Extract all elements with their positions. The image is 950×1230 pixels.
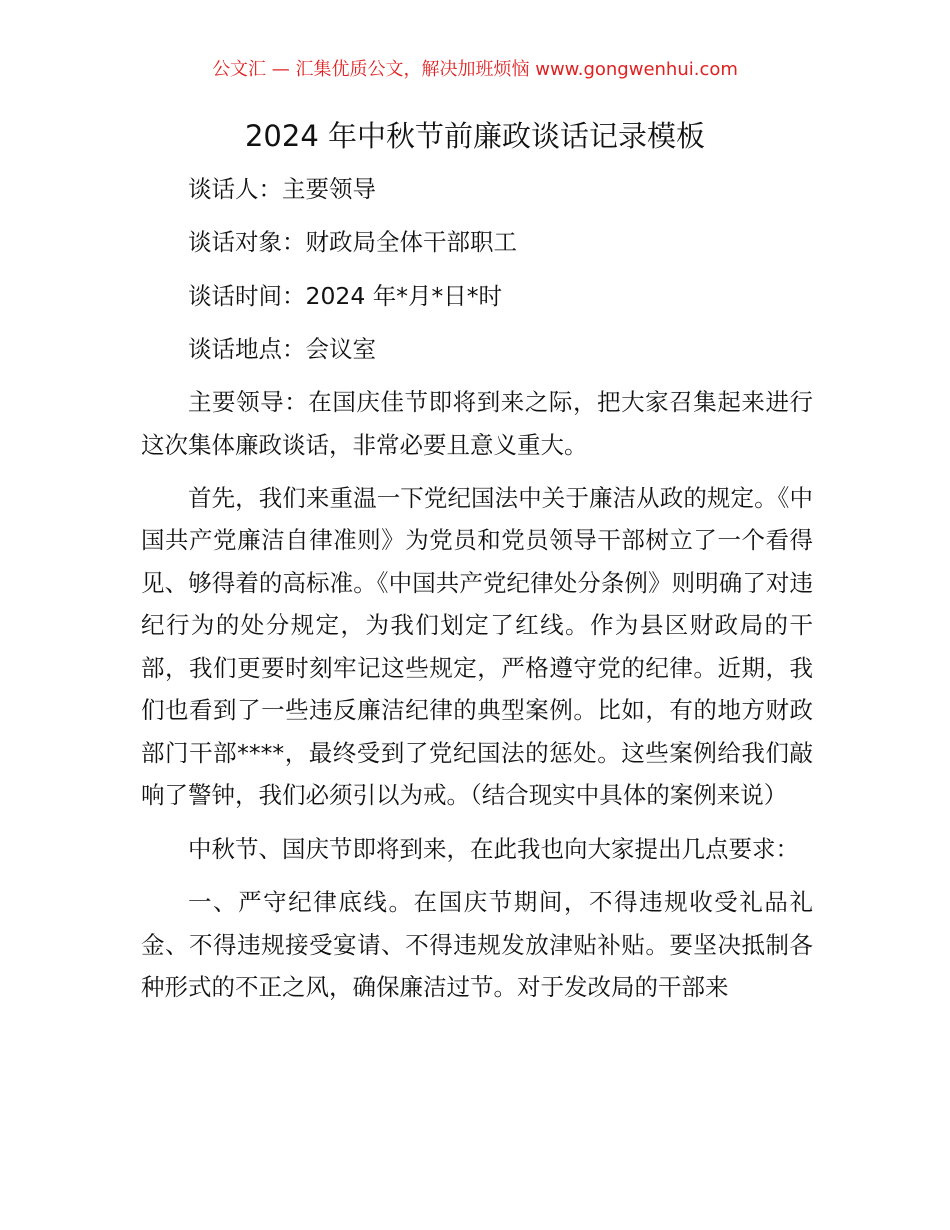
paragraph-requirement-one: 一、严守纪律底线。在国庆节期间，不得违规收受礼品礼金、不得违规接受宴请、不得违规发放津贴补贴。要坚决抵制各种形式的不正之风，确保廉洁过节。对于发改局的干部来 (141, 888, 813, 1002)
meta-time: 谈话时间：2024 年*月*日*时 (188, 281, 503, 310)
meta-location: 谈话地点：会议室 (188, 334, 376, 363)
paragraph-requirements-intro: 中秋节、国庆节即将到来，在此我也向大家提出几点要求： (188, 834, 799, 863)
document-body (141, 168, 813, 1019)
meta-audience: 谈话对象：财政局全体干部职工 (188, 228, 517, 257)
site-banner: 公文汇 — 汇集优质公文，解决加班烦恼 www.gongwenhui.com (212, 59, 738, 80)
document-title: 2024 年中秋节前廉政谈话记录模板 (244, 119, 706, 153)
meta-speaker: 谈话人：主要领导 (188, 175, 376, 203)
paragraph-regulations: 首先，我们来重温一下党纪国法中关于廉洁从政的规定。《中国共产党廉洁自律准则》为党员和党员领导干部树立了一个看得见、够得着的高标准。《中国共产党纪律处分条例》则明确了对违纪行为的处分规定，为我们划定了红线。作为县区财政局的干部，我们更要时刻牢记这些规定，严格遵守党的纪律。近期，我们也看到了一些违反廉洁纪律的典型案例。比如，有的地方财政部门干部****，最终受到了党纪国法的惩处。这些案例给我们敲响了警钟，我们必须引以为戒。（结合现实中具体的案例来说） (141, 483, 813, 810)
paragraph-opening: 主要领导：在国庆佳节即将到来之际，把大家召集起来进行这次集体廉政谈话，非常必要且意义重大。 (141, 388, 813, 459)
